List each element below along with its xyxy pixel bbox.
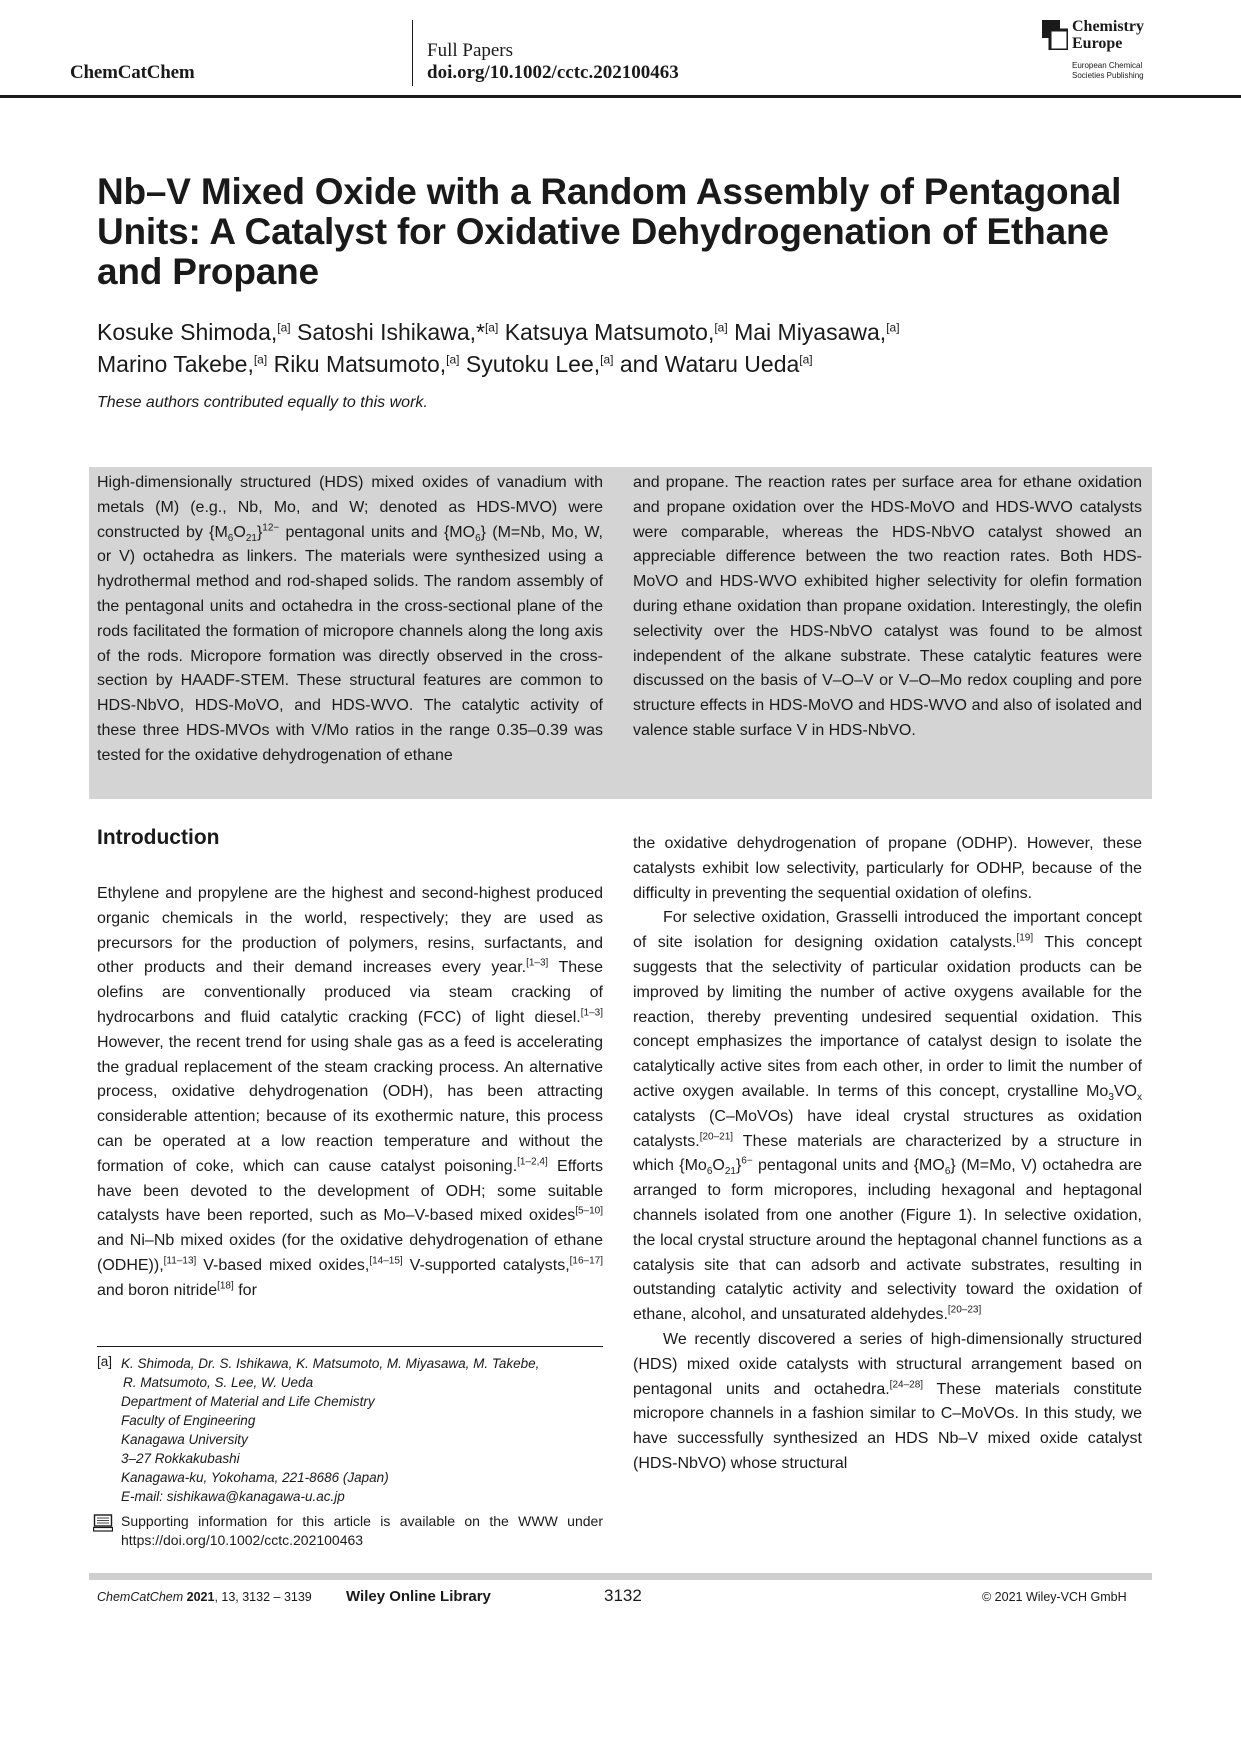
author-name: and Wataru Ueda [619, 351, 800, 377]
author-affiliations: K. Shimoda, Dr. S. Ishikawa, K. Matsumoto, M. Miyasawa, M. Takebe, R. Matsumoto, S. Lee, W. Ueda Department of Material and Life Chemistry Faculty of Engineering Kanagawa University 3–27 Rokkakubashi Kanagawa-ku, Yokohama, 221-8686 (Japan) E-mail: sishikawa@kanagawa-u.ac.jp [121, 1354, 603, 1506]
wiley-online-library-link[interactable]: Wiley Online Library [346, 1588, 491, 1605]
header-divider [412, 20, 413, 86]
author-name: Marino Takebe, [97, 351, 254, 377]
doi-link[interactable]: doi.org/10.1002/cctc.202100463 [427, 62, 679, 83]
author-name: Katsuya Matsumoto, [504, 319, 715, 345]
author-affiliation: [a] [446, 352, 460, 367]
page-number: 3132 [604, 1586, 642, 1605]
introduction-left-column: Ethylene and propylene are the highest and second-highest produced organic chemicals in the world, respectively; they are used as precursors for the production of polymers, resins, surfactants, and other products and their demand increases every year.[1–3] These olefins are conventionally produced via steam cracking of hydrocarbons and fluid catalytic cracking (FCC) of light diesel.[1–3] However, the recent trend for using shale gas as a feed is accelerating the gradual replacement of the steam cracking process. An alternative process, oxidative dehydrogenation (ODH), has been attracting considerable attention; because of its exothermic nature, this process can be operated at a low reaction temperature and without the formation of coke, which can cause catalyst poisoning.[1–2,4] Efforts have been devoted to the development of ODH; some suitable catalysts have been reported, such as Mo–V-based mixed oxides[5–10] and Ni–Nb mixed oxides (for the oxidative dehydrogenation of ethane (ODHE)),[11–13] V-based mixed oxides,[14–15] V-supported catalysts,[16–17] and boron nitride[18] for [97, 885, 604, 1299]
footnote-rule [97, 1346, 603, 1347]
supporting-information-note: Supporting information for this article is available on the WWW under https://doi.org/10.1002/cctc.202100463 [121, 1513, 603, 1548]
header-rule [0, 95, 1241, 98]
author-affiliation: [a] [484, 320, 499, 335]
computer-icon [93, 1514, 113, 1532]
author-affiliation: [a] [253, 352, 268, 367]
author-affiliation: [a] [600, 352, 614, 367]
author-affiliation: [a] [886, 320, 900, 335]
contribution-note: These authors contributed equally to this work. [97, 394, 428, 411]
chemistry-europe-icon [1042, 20, 1068, 50]
citation[interactable]: [1–3] [526, 958, 549, 970]
citation[interactable]: [18] [217, 1280, 234, 1292]
abstract-right-column: and propane. The reaction rates per surface area for ethane oxidation and propane oxidation over the HDS-MoVO and HDS-WVO catalysts were comparable, whereas the HDS-NbVO catalyst showed an appreciable difference between the two reaction rates. Both HDS-MoVO and HDS-WVO exhibited higher selectivity for olefin formation during ethane oxidation than propane oxidation. Interestingly, the olefin selectivity over the HDS-NbVO catalyst was found to be almost independent of the alkane substrate. These catalytic features were discussed on the basis of V–O–V or V–O–Mo redox coupling and pore structure effects in HDS-MoVO and HDS-WVO and also of isolated and valence stable surface V in HDS-NbVO. [633, 474, 1142, 739]
citation[interactable]: [19] [1016, 932, 1034, 944]
paragraph: For selective oxidation, Grasselli introduced the important concept of site isolation for designing oxidation catalysts.[19] This concept suggests that the selectivity of particular oxidation products can be improved by limiting the number of active oxygens available for the reaction, thereby preventing undesired sequential oxidation. This concept emphasizes the importance of catalyst design to isolate the catalytically active sites from each other, in order to limit the number of active oxygen available. In terms of this concept, crystalline $Mo_3VO_x$ catalysts (C–MoVOs) have ideal crystal structures as oxidation catalysts.[20–21] These materials are characterized by a structure in which $\{Mo_6O_{21}\}^{6-}$ pentagonal units and $\{MO_6\}$ (M=Mo, V) octahedra are arranged to form micropores, including hexagonal and heptagonal channels isolated from one another (Figure 1). In selective oxidation, the local crystal structure around the heptagonal channel functions as a catalysis site that can adsorb and activate substrates, resulting in outstanding catalytic activity and selectivity toward the oxidation of ethane, alcohol, and unsaturated aldehydes.[20–23] [633, 909, 1143, 1324]
section-type: Full Papers [427, 40, 514, 61]
logo-line-2: Europe [1072, 35, 1123, 52]
journal-name: ChemCatChem [70, 62, 195, 83]
citation[interactable]: [14–15] [369, 1255, 403, 1267]
introduction-right-column [633, 832, 1142, 1477]
author-affiliation: [a] [714, 320, 728, 335]
copyright: © 2021 Wiley-VCH GmbH [982, 1590, 1127, 1604]
paragraph: the oxidative dehydrogenation of propane (ODHP). However, these catalysts exhibit low selectivity, particularly for ODHP, because of the difficulty in preventing the sequential oxidation of olefins. [633, 835, 1142, 902]
author-list [97, 316, 1057, 380]
logo-line-1: Chemistry [1072, 18, 1144, 35]
citation[interactable]: [5–10] [575, 1206, 603, 1218]
article-title: Nb–V Mixed Oxide with a Random Assembly of Pentagonal Units: A Catalyst for Oxidative Dehydrogenation of Ethane and Propane [97, 171, 1122, 292]
author-affiliation: [a] [277, 320, 291, 335]
email-link[interactable]: E-mail: sishikawa@kanagawa-u.ac.jp [121, 1489, 345, 1504]
author-name: Kosuke Shimoda, [97, 319, 278, 345]
author-affiliation: [a] [799, 352, 813, 367]
citation[interactable]: [11–13] [163, 1255, 197, 1267]
logo-sub-1: European Chemical [1072, 61, 1143, 70]
citation[interactable]: [20–21] [699, 1131, 734, 1143]
section-heading-introduction: Introduction [97, 826, 220, 849]
footer-citation: ChemCatChem 2021, 13, 3132 – 3139 [97, 1590, 312, 1604]
author-name: Satoshi Ishikawa,* [297, 319, 485, 345]
citation[interactable]: [24–28] [889, 1379, 924, 1391]
citation[interactable]: [20–23] [947, 1304, 982, 1316]
author-name: Mai Miyasawa, [734, 319, 887, 345]
footer-rule [89, 1573, 1152, 1580]
citation[interactable]: [16–17] [569, 1255, 604, 1267]
footnote-label: [a] [97, 1354, 113, 1369]
logo-sub-2: Societies Publishing [1072, 71, 1144, 80]
abstract-left-column: High-dimensionally structured (HDS) mixed oxides of vanadium with metals (M) (e.g., Nb, Mo, and W; denoted as HDS-MVO) were constructed by $\{M_6O_{21}\}^{12-}$ pentagonal units and $\{MO_6\}$ (M=Nb, Mo, W, or V) octahedra as linkers. The materials were synthesized using a hydrothermal method and rod-shaped solids. The random assembly of the pentagonal units and octahedra in the cross-sectional plane of the rods facilitated the formation of micropore channels along the long axis of the rods. Micropore formation was directly observed in the cross-section by HAADF-STEM. These structural features are common to HDS-NbVO, HDS-MoVO, and HDS-WVO. The catalytic activity of these three HDS-MVOs with V/Mo ratios in the range 0.35–0.39 was tested for the oxidative dehydrogenation of ethane [97, 474, 603, 764]
paragraph: We recently discovered a series of high-dimensionally structured (HDS) mixed oxide catalysts with structural arrangement based on pentagonal units and octahedra.[24–28] These materials constitute micropore channels in a fashion similar to C–MoVOs. In this study, we have successfully synthesized an HDS Nb–V mixed oxide catalyst (HDS-NbVO) whose structural [633, 1330, 1143, 1472]
author-name: Riku Matsumoto, [273, 351, 447, 377]
citation[interactable]: [1–2,4] [517, 1156, 548, 1168]
citation[interactable]: [1–3] [580, 1007, 603, 1019]
author-name: Syutoku Lee, [465, 351, 601, 377]
